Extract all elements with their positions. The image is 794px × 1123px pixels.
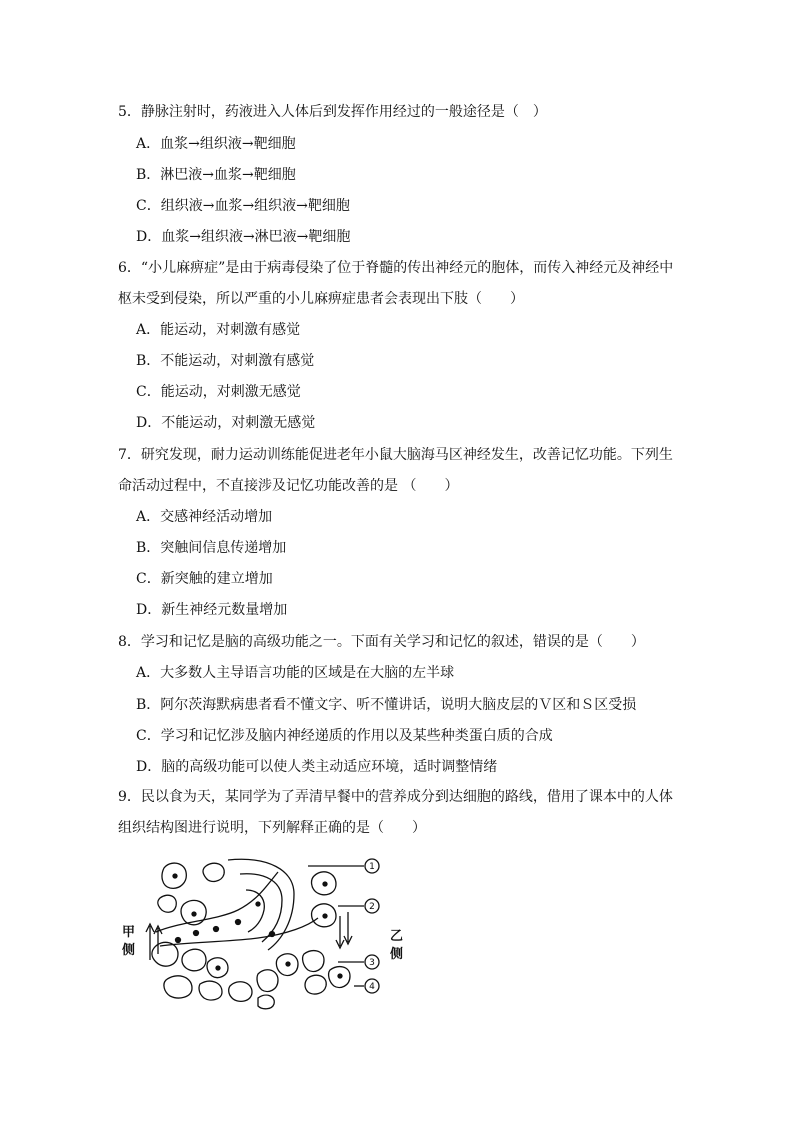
- left-side-label: 甲: [122, 925, 136, 940]
- right-side-label-2: 侧: [390, 947, 404, 962]
- tissue-cells: [152, 863, 350, 1009]
- question-7-stem: 7．研究发现，耐力运动训练能促进老年小鼠大脑海马区神经发生，改善记忆功能。下列生命活动过程中，不直接涉及记忆功能改善的是 （ ）: [118, 447, 673, 494]
- marker-3: [365, 955, 379, 969]
- svg-text:4: 4: [369, 982, 375, 992]
- q8-option-a[interactable]: A．大多数人主导语言功能的区域是在大脑的左半球: [136, 665, 455, 681]
- q7-option-a[interactable]: A．交感神经活动增加: [136, 509, 273, 525]
- q6-option-c[interactable]: C．能运动，对刺激无感觉: [136, 384, 301, 400]
- q8-option-b[interactable]: B．阿尔茨海默病患者看不懂文字、听不懂讲话，说明大脑皮层的Ｖ区和Ｓ区受损: [136, 697, 637, 713]
- q7-option-b[interactable]: B．突触间信息传递增加: [136, 540, 287, 556]
- question-8-stem: 8．学习和记忆是脑的高级功能之一。下面有关学习和记忆的叙述，错误的是（ ）: [118, 634, 645, 650]
- question-9-stem: 9．民以食为天，某同学为了弄清早餐中的营养成分到达细胞的路线，借用了课本中的人体组织结构图进行说明，下列解释正确的是（ ）: [118, 789, 673, 836]
- lymphatic-vessel: [228, 859, 294, 950]
- q7-option-c[interactable]: C．新突触的建立增加: [136, 571, 273, 587]
- capillary-vessel: [156, 872, 318, 946]
- svg-text:2: 2: [369, 902, 375, 912]
- q8-option-d[interactable]: D．脑的高级功能可以使人类主动适应环境，适时调整情绪: [136, 759, 498, 775]
- q6-option-d[interactable]: D．不能运动，对刺激无感觉: [136, 415, 316, 431]
- left-side-label-2: 侧: [122, 943, 136, 958]
- marker-4: [365, 979, 379, 993]
- q6-option-a[interactable]: A．能运动，对刺激有感觉: [136, 322, 301, 338]
- svg-text:3: 3: [369, 958, 375, 968]
- q5-option-a[interactable]: A．血浆→组织液→靶细胞: [136, 136, 296, 152]
- q5-option-c[interactable]: C．组织液→血浆→组织液→靶细胞: [136, 198, 350, 214]
- right-side-label: 乙: [390, 929, 404, 944]
- q5-option-b[interactable]: B．淋巴液→血浆→靶细胞: [136, 167, 296, 183]
- marker-2: [365, 899, 379, 913]
- q5-option-d[interactable]: D．血浆→组织液→淋巴液→靶细胞: [136, 229, 351, 245]
- svg-text:1: 1: [369, 862, 375, 872]
- tissue-structure-diagram: [118, 850, 408, 1010]
- q8-option-c[interactable]: C．学习和记忆涉及脑内神经递质的作用以及某些种类蛋白质的合成: [136, 728, 553, 744]
- question-5-stem: 5．静脉注射时，药液进入人体后到发挥作用经过的一般途径是（ ）: [118, 104, 547, 120]
- question-6-stem: 6．“小儿麻痹症”是由于病毒侵染了位于脊髓的传出神经元的胞体，而传入神经元及神经中枢未受到侵染，所以严重的小儿麻痹症患者会表现出下肢（ ）: [118, 260, 674, 307]
- q6-option-b[interactable]: B．不能运动，对刺激有感觉: [136, 353, 315, 369]
- q7-option-d[interactable]: D．新生神经元数量增加: [136, 602, 288, 618]
- marker-1: [365, 859, 379, 873]
